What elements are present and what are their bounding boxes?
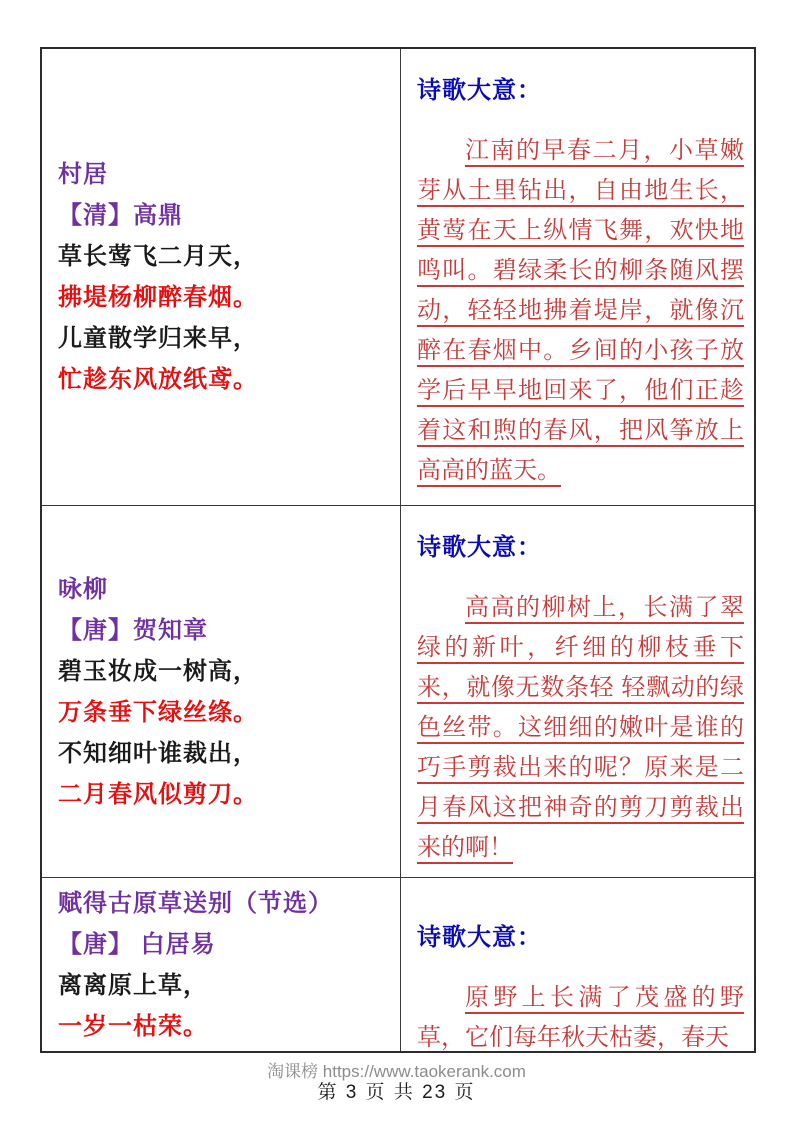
poem-verse-line: 二月春风似剪刀。 bbox=[58, 780, 258, 808]
poem-verse-line: 一岁一枯荣。 bbox=[58, 1012, 208, 1040]
poem-verse-line: 碧玉妆成一树高， bbox=[58, 657, 258, 685]
poem-verse-line: 儿童散学归来早， bbox=[58, 325, 258, 352]
poem-title: 咏柳 bbox=[58, 575, 108, 603]
meaning-label: 诗歌大意： bbox=[417, 534, 542, 561]
meaning-label: 诗歌大意： bbox=[417, 924, 542, 951]
poem-cell-cunju bbox=[42, 49, 401, 506]
page-footer bbox=[0, 1062, 793, 1104]
poem-title: 赋得古原草送别（节选） bbox=[58, 889, 333, 917]
poem-author: 【清】高鼎 bbox=[58, 202, 183, 229]
poem-cell-fudegucao bbox=[42, 878, 401, 1051]
meaning-cell-cunju bbox=[401, 49, 754, 506]
poem-author: 【唐】贺知章 bbox=[58, 616, 208, 644]
poems-table bbox=[40, 47, 756, 1053]
meaning-cell-yongliu bbox=[401, 506, 754, 878]
poem-verse-line: 忙趁东风放纸鸢。 bbox=[58, 366, 258, 393]
page-number: 第 3 页 共 23 页 bbox=[317, 1082, 476, 1103]
poem-verse-line: 离离原上草， bbox=[58, 971, 208, 999]
poem-verse-line: 万条垂下绿丝绦。 bbox=[58, 698, 258, 726]
poem-cell-yongliu bbox=[42, 506, 401, 878]
poem-title: 村居 bbox=[58, 161, 108, 188]
meaning-label: 诗歌大意： bbox=[417, 77, 542, 104]
meaning-cell-fudegucao bbox=[401, 878, 754, 1051]
meaning-paragraph: 原野上长满了茂盛的野草，它们每年秋天枯萎，春天 bbox=[417, 984, 744, 1051]
poem-verse-line: 拂堤杨柳醉春烟。 bbox=[58, 284, 258, 311]
meaning-paragraph: 江南的早春二月，小草嫩芽从土里钻出，自由地生长，黄莺在天上纵情飞舞，欢快地鸣叫。碧绿柔长的柳条随风摆动，轻轻地拂着堤岸，就像沉醉在春烟中。乡间的小孩子放学后早早地回来了，他们正趁着这和煦的春风，把风筝放上高高的蓝天。 bbox=[417, 137, 744, 484]
poem-author: 【唐】 白居易 bbox=[58, 930, 216, 958]
watermark-site-url: 淘课榜 https://www.taokerank.com bbox=[267, 1062, 526, 1081]
poem-verse-line: 草长莺飞二月天， bbox=[58, 243, 258, 270]
meaning-paragraph: 高高的柳树上，长满了翠绿的新叶，纤细的柳枝垂下来，就像无数条轻 轻飘动的绿色丝带。这细细的嫩叶是谁的巧手剪裁出来的呢？原来是二月春风这把神奇的剪刀剪裁出来的啊！ bbox=[417, 594, 744, 861]
poem-verse-line: 不知细叶谁裁出， bbox=[58, 739, 258, 767]
